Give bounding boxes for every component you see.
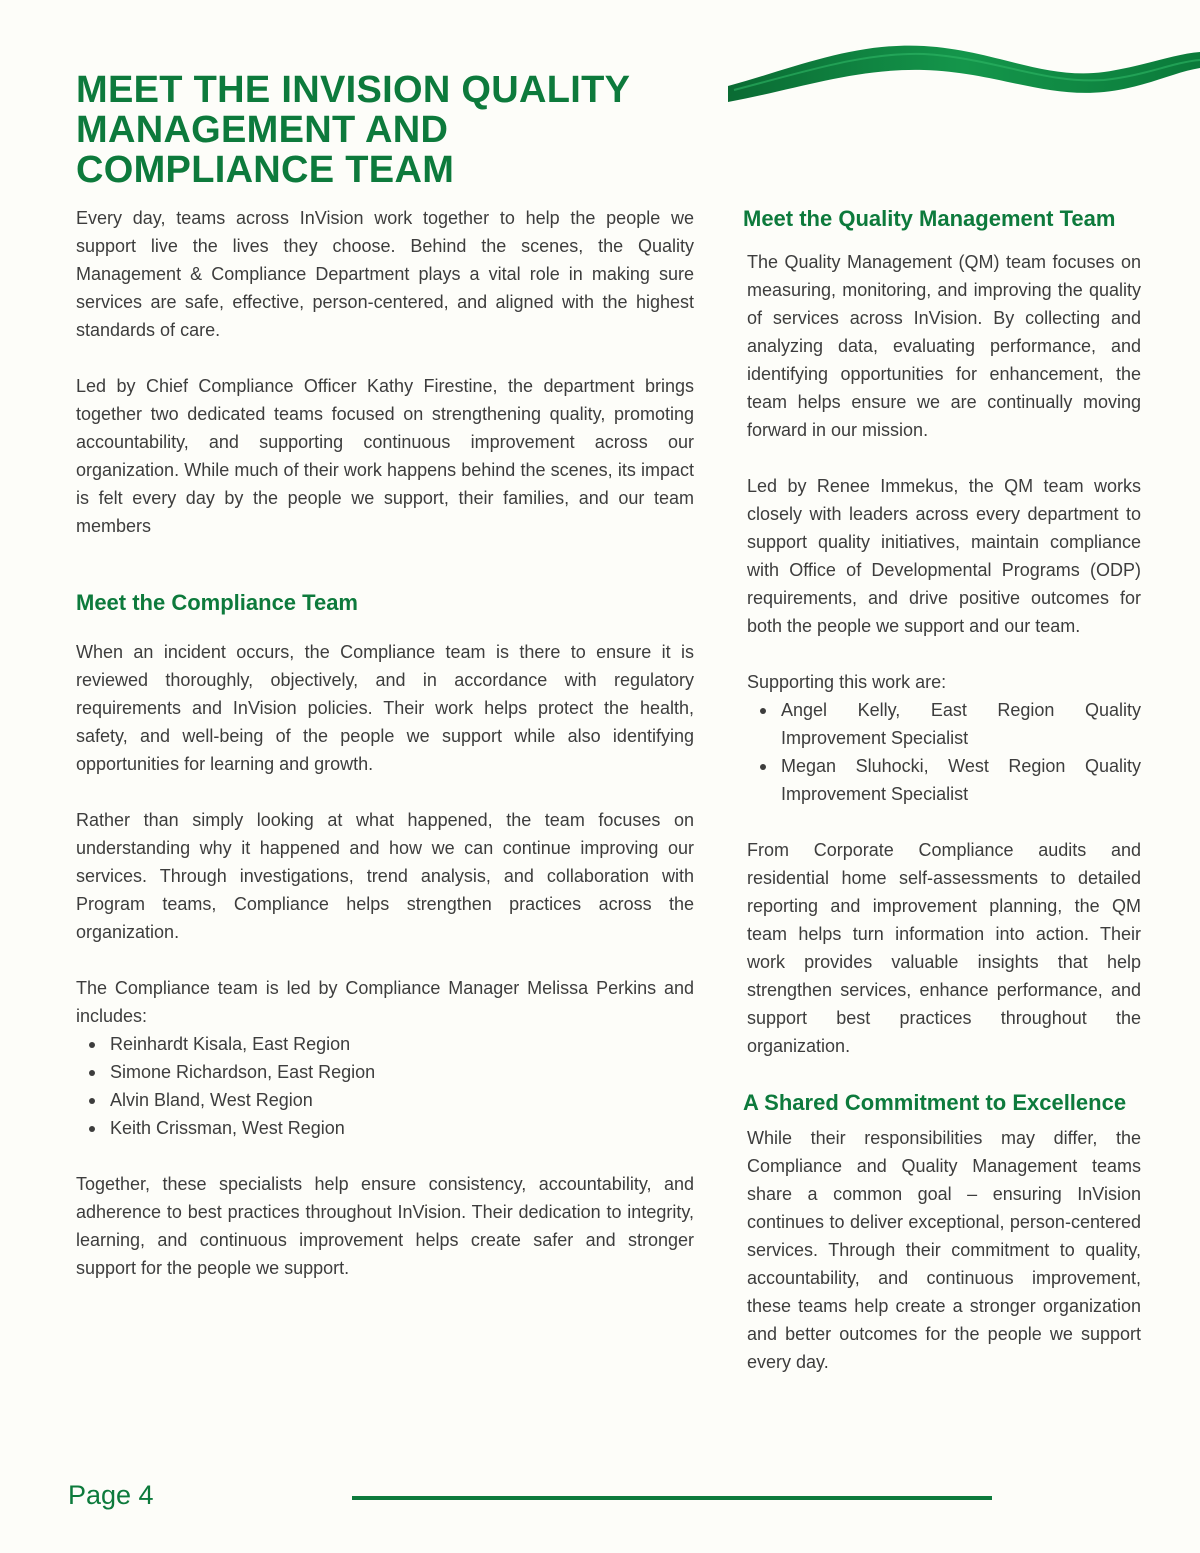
page-title: MEET THE INVISION QUALITY MANAGEMENT AND COMPLIANCE TEAM — [76, 69, 630, 191]
intro-paragraph-2: Led by Chief Compliance Officer Kathy Firestine, the department brings together two dedicated teams focused on strengthening quality, promoting accountability, and supporting continuous improvement across our organization. While much of their work happens behind the scenes, its impact is felt every day by the people we support, their families, and our team members — [76, 376, 694, 536]
compliance-member-list — [76, 1030, 694, 1142]
quality-paragraph-3: Supporting this work are: — [747, 672, 947, 692]
left-column — [76, 204, 694, 1282]
compliance-paragraph-3: The Compliance team is led by Compliance Manager Melissa Perkins and includes: — [76, 978, 694, 1026]
compliance-paragraph-2: Rather than simply looking at what happened, the team focuses on understanding why it happened and how we can continue improving our services. Through investigations, trend analysis, and collaboration with Program teams, Compliance helps strengthen practices across the organization. — [76, 810, 694, 942]
shared-heading: A Shared Commitment to Excellence — [743, 1090, 1127, 1115]
list-item: Alvin Bland, West Region — [110, 1086, 694, 1114]
quality-member-list — [747, 696, 1141, 808]
list-item: Reinhardt Kisala, East Region — [110, 1030, 694, 1058]
shared-paragraph-1: While their responsibilities may differ, the Compliance and Quality Management teams share a common goal – ensuring InVision continues to deliver exceptional, person-centered services. Through their commitment to quality, accountability, and continuous improvement, these teams help create a stronger organization and better outcomes for the people we support every day. — [747, 1128, 1141, 1372]
quality-heading: Meet the Quality Management Team — [743, 206, 1116, 231]
quality-paragraph-2: Led by Renee Immekus, the QM team works closely with leaders across every department to support quality initiatives, maintain compliance with Office of Developmental Programs (ODP) requirements, and drive positive outcomes for both the people we support and our team. — [747, 476, 1141, 636]
page-number: Page 4 — [68, 1480, 154, 1510]
list-item: Keith Crissman, West Region — [110, 1114, 694, 1142]
list-item: Angel Kelly, East Region Quality Improvement Specialist — [781, 696, 1141, 752]
footer-divider — [352, 1496, 992, 1500]
right-column — [743, 204, 1141, 1376]
compliance-paragraph-4: Together, these specialists help ensure consistency, accountability, and adherence to best practices throughout InVision. Their dedication to integrity, learning, and continuous improvement helps create safer and stronger support for the people we support. — [76, 1174, 694, 1278]
list-item: Megan Sluhocki, West Region Quality Improvement Specialist — [781, 752, 1141, 808]
green-swoosh-decoration — [724, 28, 1200, 128]
intro-paragraph-1: Every day, teams across InVision work together to help the people we support live the lives they choose. Behind the scenes, the Quality Management & Compliance Department plays a vital role in making sure services are safe, effective, person-centered, and aligned with the highest standards of care. — [76, 208, 694, 340]
compliance-paragraph-1: When an incident occurs, the Compliance team is there to ensure it is reviewed thoroughly, objectively, and in accordance with regulatory requirements and InVision policies. Their work helps protect the health, safety, and well-being of the people we support while also identifying opportunities for learning and growth. — [76, 642, 694, 774]
quality-paragraph-1: The Quality Management (QM) team focuses on measuring, monitoring, and improving the quality of services across InVision. By collecting and analyzing data, evaluating performance, and identifying opportunities for enhancement, the team helps ensure we are continually moving forward in our mission. — [747, 252, 1141, 440]
quality-paragraph-4: From Corporate Compliance audits and residential home self-assessments to detailed reporting and improvement planning, the QM team helps turn information into action. Their work provides valuable insights that help strengthen services, enhance performance, and support best practices throughout the organization. — [747, 840, 1141, 1056]
list-item: Simone Richardson, East Region — [110, 1058, 694, 1086]
compliance-heading: Meet the Compliance Team — [76, 590, 358, 615]
